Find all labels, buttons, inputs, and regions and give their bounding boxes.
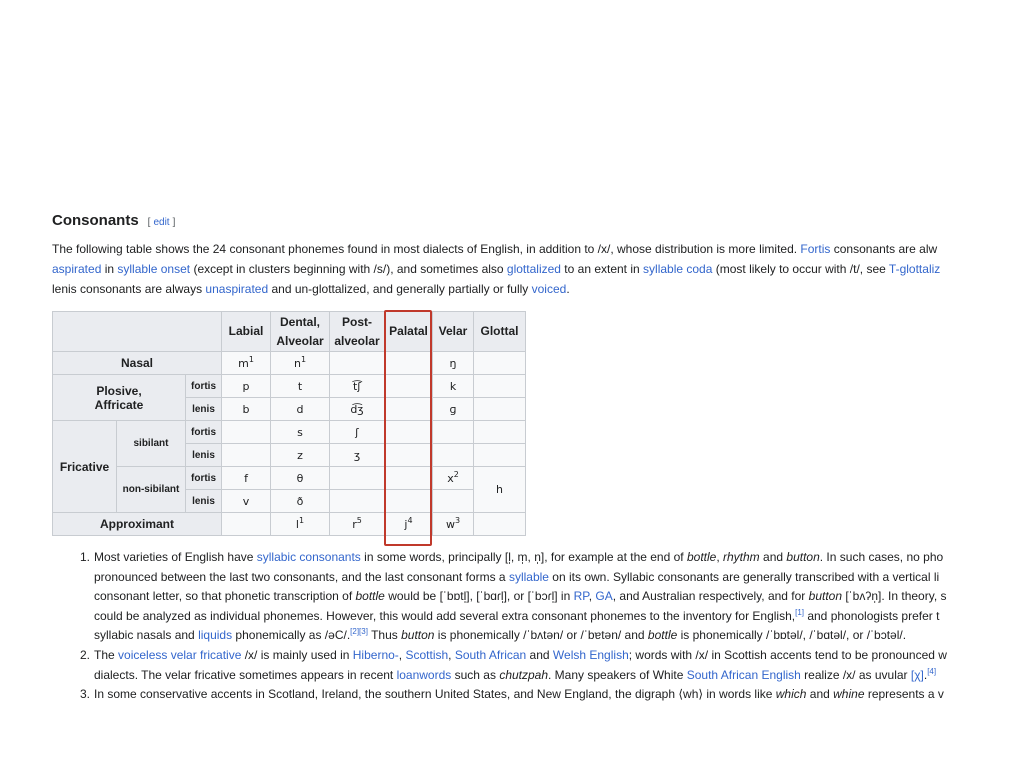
emphasis-text: bottle	[355, 589, 385, 604]
text-run: lenis consonants are always	[52, 282, 206, 296]
edit-section-link[interactable]: edit	[153, 217, 170, 228]
reference-link[interactable]: [2][3]	[350, 627, 368, 637]
footnote-item	[52, 685, 960, 705]
inline-link[interactable]: aspirated	[52, 262, 102, 276]
table-row-sibilant-fortis	[53, 421, 526, 444]
footnote-line	[94, 626, 947, 646]
text-run: . Many speakers of White	[548, 667, 687, 682]
inline-link[interactable]: Fortis	[800, 242, 831, 256]
footnote-list	[52, 548, 960, 705]
row-header-nasal: Nasal	[53, 352, 222, 375]
inline-link[interactable]: South African English	[686, 667, 801, 682]
text-run: and	[759, 550, 787, 564]
inline-link[interactable]: Scottish	[405, 647, 449, 662]
row-subheader-fortis: fortis	[186, 421, 222, 444]
text-run: The	[94, 647, 119, 662]
cell-empty	[385, 398, 433, 421]
cell-empty	[474, 398, 526, 421]
inline-link[interactable]: RP	[573, 589, 589, 604]
edit-section-link-wrapper: [ edit ]	[147, 217, 176, 228]
footnote-line	[94, 568, 947, 588]
cell-empty	[385, 467, 433, 490]
row-subheader-fortis: fortis	[186, 375, 222, 398]
reference-link[interactable]: [1]	[795, 607, 804, 617]
inline-link[interactable]: GA	[595, 589, 613, 604]
cell-empty	[330, 352, 385, 375]
text-run: is phonemically /ˈbʌtən/ or /ˈbɐtən/ and	[434, 628, 648, 643]
emphasis-text: whine	[833, 687, 865, 702]
inline-link[interactable]: South African	[454, 647, 527, 662]
text-run: is phonemically /ˈbɒtəl/, /ˈbɑtəl/, or /ˈbɔtəl/.	[677, 628, 907, 643]
cell-empty	[385, 375, 433, 398]
text-run: and	[526, 647, 553, 662]
col-header-postalveolar: Post- alveolar	[330, 312, 385, 352]
row-header-approximant: Approximant	[53, 513, 222, 536]
table-row-plosive-fortis	[53, 375, 526, 398]
text-run: . In such cases, no pho	[819, 550, 944, 564]
text-run: dialects. The velar fricative sometimes appears in recent	[94, 667, 397, 682]
intro-line	[52, 259, 960, 279]
table-row-nasal	[53, 352, 526, 375]
text-run: , and Australian respectively, and for	[612, 589, 809, 604]
text-run: pronounced between the last two consonants, and the last consonant forms a	[94, 569, 509, 584]
emphasis-text: which	[775, 687, 807, 702]
col-header-palatal: Palatal	[385, 312, 433, 352]
cell-nasal-labial: $m^1$	[222, 352, 271, 375]
inline-link[interactable]: Welsh English	[552, 647, 629, 662]
text-run: Thus	[367, 628, 402, 643]
emphasis-text: bottle	[686, 550, 717, 564]
inline-link[interactable]: Hiberno-	[352, 647, 399, 662]
inline-link[interactable]: loanwords	[396, 667, 452, 682]
cell-empty	[474, 444, 526, 467]
cell-empty	[222, 421, 271, 444]
cell-sibilant-lenis-post: ʒ	[330, 444, 385, 467]
cell-empty	[433, 421, 474, 444]
cell-nasal-dental: $n^1$	[271, 352, 330, 375]
emphasis-text: button	[786, 550, 820, 564]
footnote-number: 3.	[79, 687, 90, 702]
text-run: ,	[716, 550, 723, 564]
inline-link[interactable]: voiceless velar fricative	[118, 647, 242, 662]
article-content	[52, 212, 960, 717]
cell-nasal-velar: ŋ	[433, 352, 474, 375]
text-run: in	[101, 262, 118, 276]
text-run: phonemically as /əC/.	[232, 628, 351, 643]
cell-plosive-lenis-labial: b	[222, 398, 271, 421]
footnote-line	[94, 548, 947, 568]
text-run: on its own. Syllabic consonants are generally transcribed with a vertical li	[548, 569, 940, 584]
section-heading	[52, 212, 960, 234]
cell-empty	[474, 421, 526, 444]
cell-approximant-post: $r^5$	[330, 513, 385, 536]
col-header-dental: Dental, Alveolar	[271, 312, 330, 352]
cell-empty	[385, 490, 433, 513]
cell-sibilant-fortis-post: ʃ	[330, 421, 385, 444]
row-subheader-lenis: lenis	[186, 444, 222, 467]
footnote-line	[94, 666, 947, 686]
footnote-line	[94, 646, 947, 666]
emphasis-text: rhythm	[723, 550, 760, 564]
table-row-approximant	[53, 513, 526, 536]
text-run: ,	[588, 589, 596, 604]
text-run: ,	[398, 647, 406, 662]
footnote-body	[94, 548, 947, 646]
reference-link[interactable]: [4]	[927, 666, 937, 676]
cell-plosive-lenis-post: d͡ʒ	[330, 398, 385, 421]
cell-empty	[330, 467, 385, 490]
text-run: (except in clusters beginning with /s/), and sometimes also	[190, 262, 507, 276]
cell-empty	[385, 352, 433, 375]
text-run: ; words with /x/ in Scottish accents tend to be pronounced w	[628, 647, 947, 662]
intro-line	[52, 239, 960, 259]
footnote-line	[94, 587, 947, 607]
emphasis-text: button	[808, 589, 843, 604]
table-header-row	[53, 312, 526, 352]
cell-empty	[474, 352, 526, 375]
col-header-velar: Velar	[433, 312, 474, 352]
inline-link[interactable]: syllabic consonants	[256, 550, 361, 564]
cell-approximant-dental: $l^1$	[271, 513, 330, 536]
row-header-plosive: Plosive, Affricate	[53, 375, 186, 421]
inline-link[interactable]: syllable onset	[117, 262, 191, 276]
text-run: [ˈbʌʔn̩]. In theory, s	[842, 589, 947, 604]
cell-sibilant-lenis-dental: z	[271, 444, 330, 467]
table-row-nonsibilant-fortis	[53, 467, 526, 490]
inline-link[interactable]: glottalized	[506, 262, 561, 276]
emphasis-text: button	[401, 628, 435, 643]
cell-empty	[385, 444, 433, 467]
footnote-body	[94, 685, 944, 705]
text-run: The following table shows the 24 consonant phonemes found in most dialects of English, in addition to /x/, whose distribution is more limited.	[52, 242, 801, 256]
emphasis-text: chutzpah	[499, 667, 549, 682]
cell-plosive-fortis-labial: p	[222, 375, 271, 398]
intro-line	[52, 279, 960, 299]
inline-link[interactable]: liquids	[198, 628, 233, 643]
text-run: In some conservative accents in Scotland, Ireland, the southern United States, and New England, the digraph ⟨wh⟩ in words like	[94, 687, 776, 702]
text-run: would be [ˈbɒtl̩], [ˈbɑɾl̩], or [ˈbɔɾl̩] in	[384, 589, 574, 604]
text-run: ,	[448, 647, 455, 662]
intro-paragraph	[52, 239, 960, 299]
text-run: to an extent in	[560, 262, 644, 276]
cell-empty	[433, 490, 474, 513]
row-subheader-non-sibilant: non-sibilant	[117, 467, 186, 513]
cell-nonsibilant-lenis-dental: ð	[271, 490, 330, 513]
text-run: and phonologists prefer t	[804, 608, 940, 623]
text-run: Most varieties of English have	[94, 550, 257, 564]
emphasis-text: bottle	[647, 628, 678, 643]
consonant-table	[52, 311, 526, 536]
text-run: in some words, principally [l̩, m̩, n̩], for example at the end of	[360, 550, 687, 564]
row-header-fricative: Fricative	[53, 421, 117, 513]
text-run: and	[806, 687, 834, 702]
footnote-item	[52, 548, 960, 646]
row-subheader-sibilant: sibilant	[117, 421, 186, 467]
footnote-number: 1.	[79, 550, 90, 564]
text-run: consonants are alw	[830, 242, 938, 256]
text-run: .	[923, 667, 928, 682]
footnote-line	[94, 685, 944, 705]
col-header-labial: Labial	[222, 312, 271, 352]
cell-empty	[474, 375, 526, 398]
cell-approximant-velar: $w^3$	[433, 513, 474, 536]
text-run: .	[566, 282, 570, 296]
text-run: /x/ is mainly used in	[241, 647, 353, 662]
footnote-line	[94, 607, 947, 627]
cell-empty	[330, 490, 385, 513]
cell-plosive-fortis-post: t͡ʃ	[330, 375, 385, 398]
inline-link[interactable]: [χ]	[910, 667, 924, 682]
cell-plosive-fortis-velar: k	[433, 375, 474, 398]
cell-empty	[222, 444, 271, 467]
text-run: syllabic nasals and	[94, 628, 199, 643]
cell-empty	[474, 513, 526, 536]
row-subheader-lenis: lenis	[186, 398, 222, 421]
text-run: could be analyzed as individual phonemes. However, this would add several extra consonant phonemes to the inventory for English,	[94, 608, 796, 623]
row-subheader-fortis: fortis	[186, 467, 222, 490]
cell-empty	[385, 421, 433, 444]
inline-link[interactable]: syllable	[508, 569, 549, 584]
cell-glottal-fricative: h	[474, 467, 526, 513]
text-run: realize /x/ as uvular	[800, 667, 911, 682]
cell-empty	[433, 444, 474, 467]
col-header-glottal: Glottal	[474, 312, 526, 352]
text-run: and un-glottalized, and generally partially or fully	[268, 282, 532, 296]
inline-link[interactable]: T-glottaliz	[888, 262, 941, 276]
cell-plosive-lenis-velar: ɡ	[433, 398, 474, 421]
cell-nonsibilant-fortis-dental: θ	[271, 467, 330, 490]
inline-link[interactable]: voiced	[531, 282, 567, 296]
text-run: such as	[451, 667, 500, 682]
cell-nonsibilant-lenis-labial: v	[222, 490, 271, 513]
cell-sibilant-fortis-dental: s	[271, 421, 330, 444]
footnote-body	[94, 646, 947, 685]
section-title: Consonants	[52, 212, 139, 229]
inline-link[interactable]: unaspirated	[205, 282, 269, 296]
footnote-item	[52, 646, 960, 685]
text-run: consonant letter, so that phonetic transcription of	[94, 589, 356, 604]
cell-plosive-lenis-dental: d	[271, 398, 330, 421]
inline-link[interactable]: syllable coda	[643, 262, 713, 276]
row-subheader-lenis: lenis	[186, 490, 222, 513]
text-run: represents a v	[864, 687, 944, 702]
footnote-number: 2.	[79, 647, 90, 662]
cell-empty	[222, 513, 271, 536]
cell-nonsibilant-fortis-velar: $x^2$	[433, 467, 474, 490]
cell-nonsibilant-fortis-labial: f	[222, 467, 271, 490]
text-run: (most likely to occur with /t/, see	[712, 262, 889, 276]
cell-plosive-fortis-dental: t	[271, 375, 330, 398]
corner-cell	[53, 312, 222, 352]
cell-approximant-palatal: $j^4$	[385, 513, 433, 536]
